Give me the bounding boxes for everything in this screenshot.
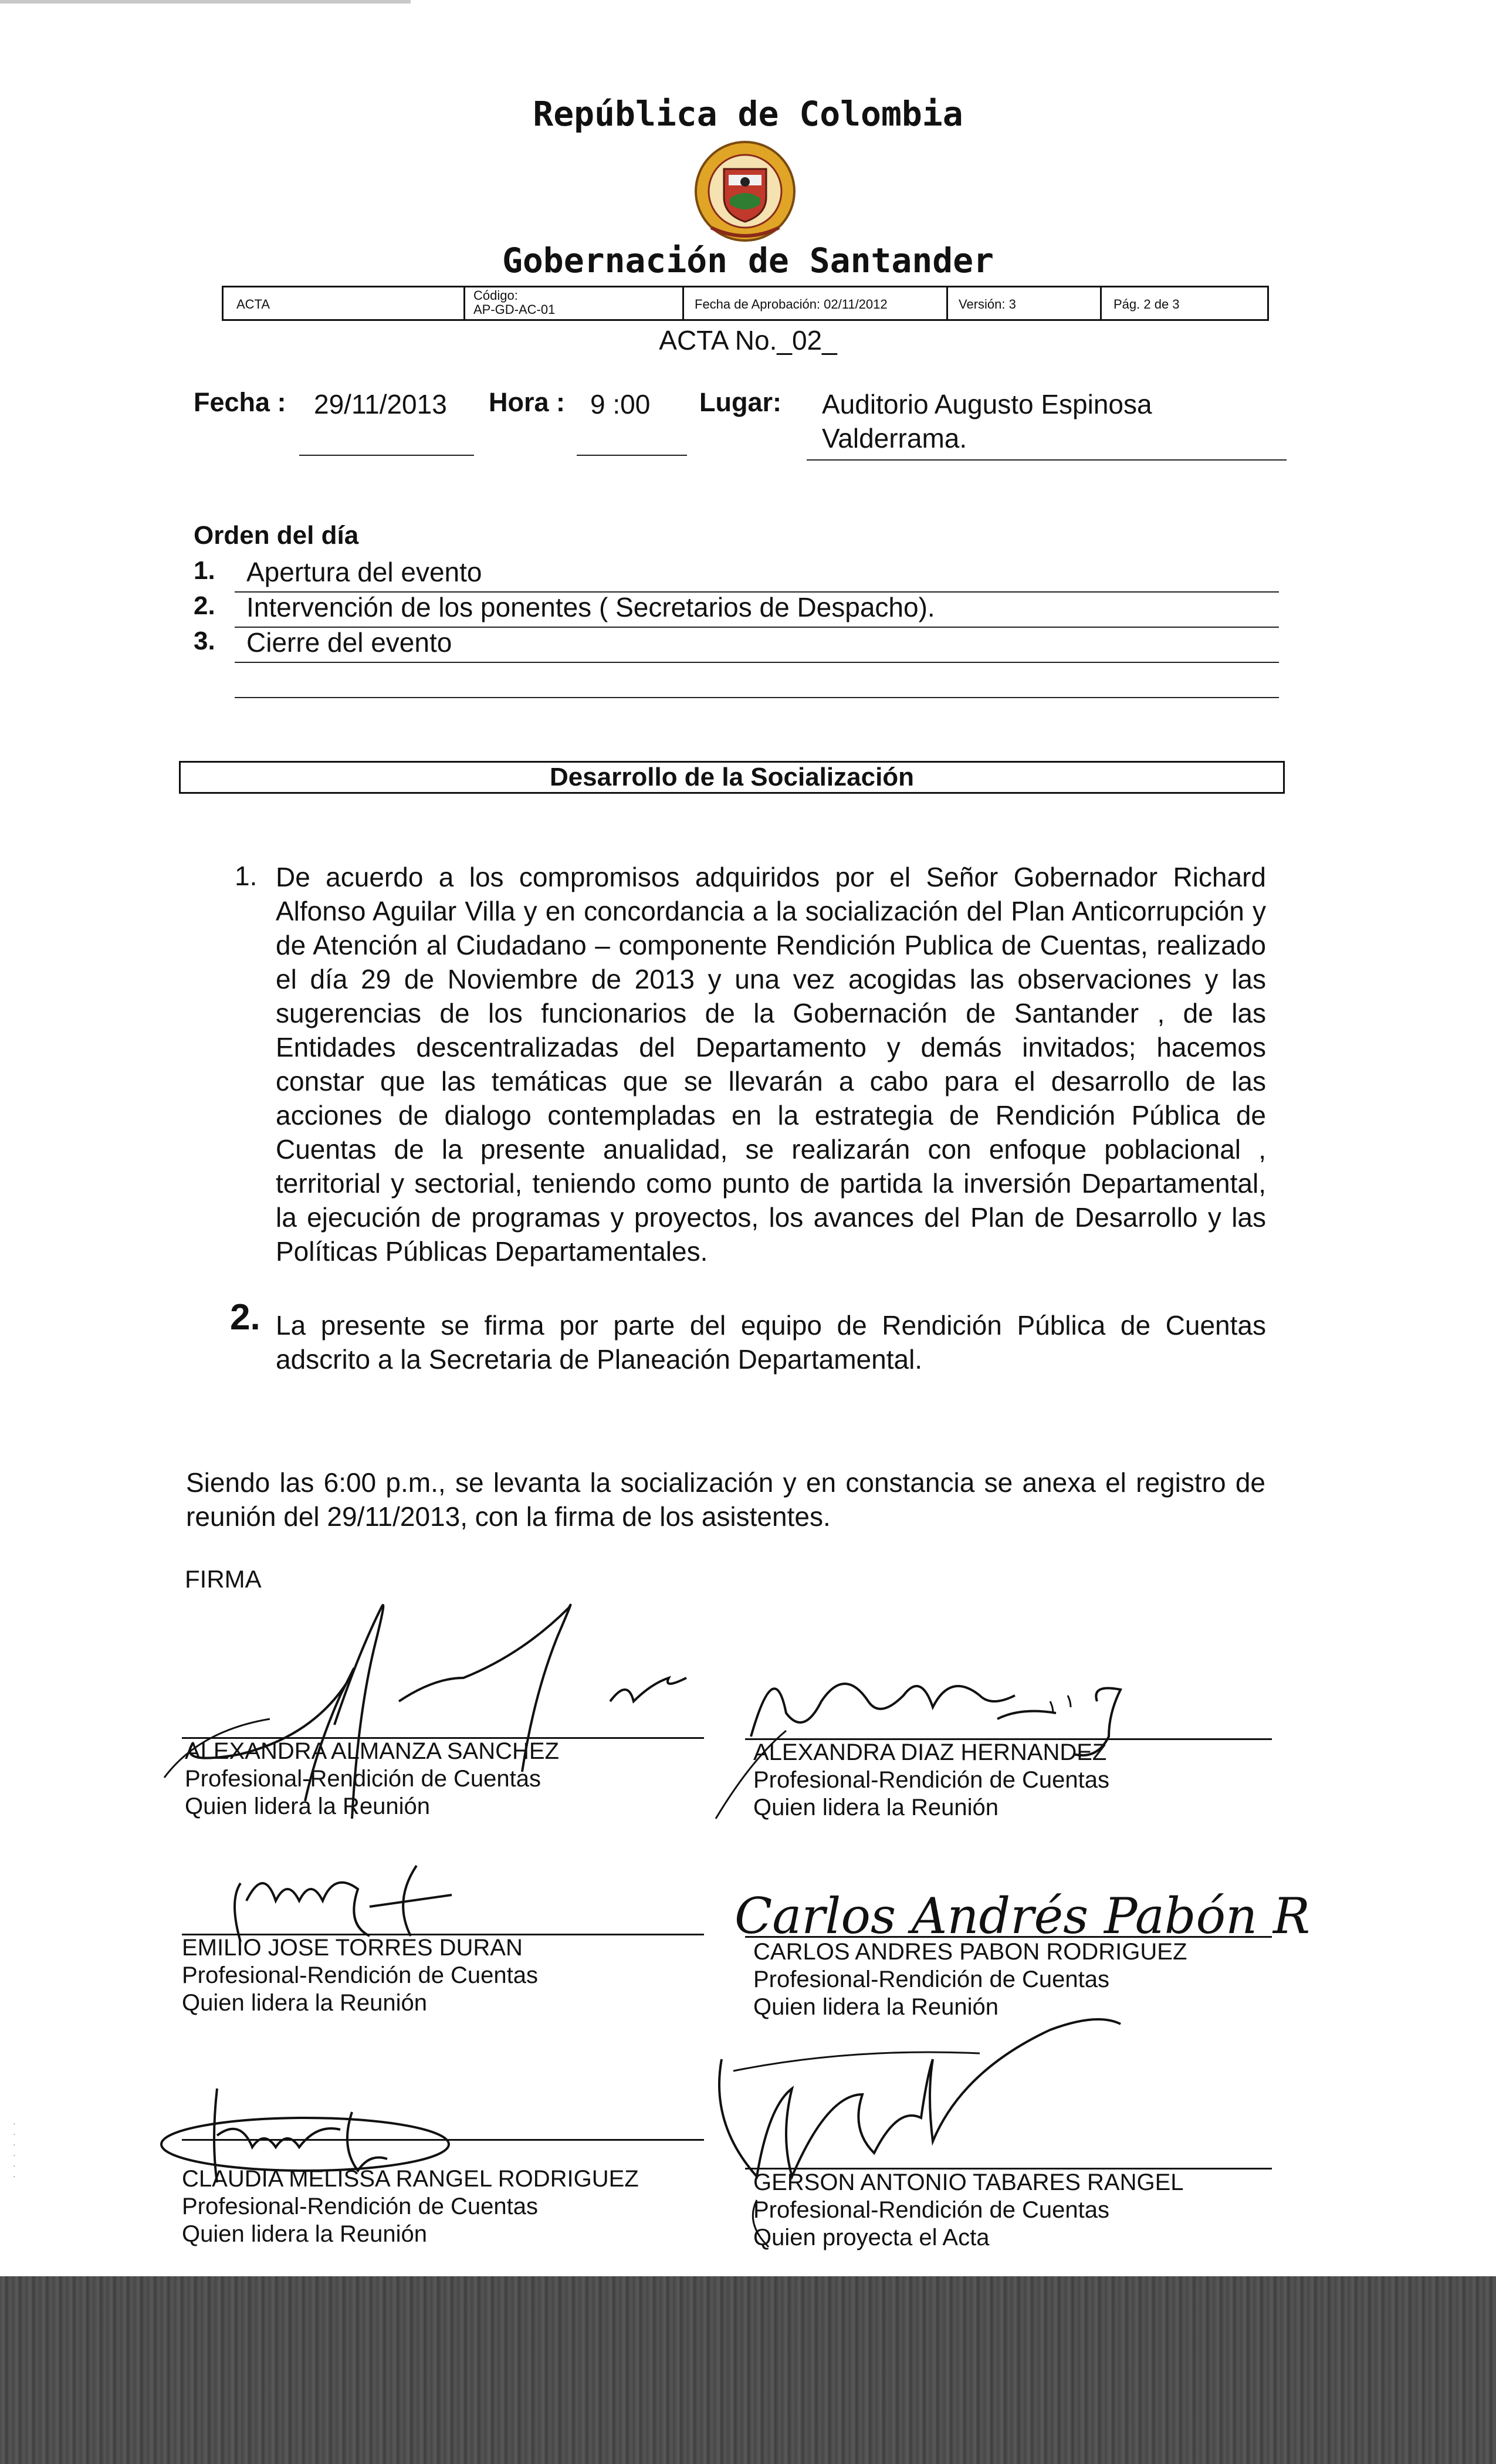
agenda-item-text: Apertura del evento xyxy=(246,557,482,587)
agenda-item-text: Intervención de los ponentes ( Secretarios de Despacho). xyxy=(246,592,935,622)
document-control-table xyxy=(222,286,1269,321)
signatory-block xyxy=(182,1934,538,2017)
signatory-name: CLAUDIA MELISSA RANGEL RODRIGUEZ xyxy=(182,2166,639,2192)
signatory-role: Profesional-Rendición de Cuentas xyxy=(753,1967,1110,1992)
signatory-block xyxy=(753,1938,1187,2021)
agenda-title: Orden del día xyxy=(194,521,359,550)
development-item-number: 1. xyxy=(235,861,258,891)
signature-line xyxy=(182,2139,704,2141)
doc-type-cell: ACTA xyxy=(224,287,465,319)
date-value: 29/11/2013 xyxy=(314,389,447,419)
government-title: Gobernación de Santander xyxy=(502,241,994,280)
code-label: Código: xyxy=(473,288,518,303)
scan-edge xyxy=(0,0,411,4)
signatory-name: ALEXANDRA DIAZ HERNANDEZ xyxy=(753,1739,1107,1765)
development-section-title: Desarrollo de la Socialización xyxy=(179,761,1285,794)
place-underline xyxy=(807,459,1287,461)
signatory-role: Profesional-Rendición de Cuentas xyxy=(185,1766,541,1792)
signatory-note: Quien lidera la Reunión xyxy=(185,1793,431,1819)
acta-number: ACTA No._02_ xyxy=(659,325,837,356)
government-seal-icon xyxy=(693,140,797,243)
signatory-block xyxy=(753,1739,1109,1822)
closing-statement: Siendo las 6:00 p.m., se levanta la socialización y en constancia se anexa el registro de reunión del 29/11/2013, con la firma de los asistentes. xyxy=(186,1467,1265,1532)
development-item-text: La presente se firma por parte del equipo de Rendición Pública de Cuentas adscrito a la Secretaria de Planeación Departamental. xyxy=(276,1310,1266,1375)
agenda-line-blank xyxy=(235,697,1279,698)
approval-date-cell: Fecha de Aprobación: 02/11/2012 xyxy=(684,287,948,319)
agenda-line xyxy=(235,662,1279,663)
place-value-line2: Valderrama. xyxy=(822,423,967,453)
signatory-note: Quien lidera la Reunión xyxy=(182,1990,428,2016)
date-underline xyxy=(299,455,474,456)
scanner-background xyxy=(0,2276,1496,2464)
signatory-name: CARLOS ANDRES PABON RODRIGUEZ xyxy=(753,1939,1187,1965)
signatory-block xyxy=(753,2169,1184,2252)
signatory-note: Quien proyecta el Acta xyxy=(753,2225,990,2250)
agenda-item-number: 1. xyxy=(194,556,215,585)
handwritten-signature xyxy=(194,1830,487,1948)
country-title: República de Colombia xyxy=(533,94,963,134)
signatory-role: Profesional-Rendición de Cuentas xyxy=(182,1962,539,1988)
signatory-block xyxy=(182,2165,639,2248)
signature-line xyxy=(745,1936,1272,1938)
agenda-item-text: Cierre del evento xyxy=(246,627,452,658)
place-value-line1: Auditorio Augusto Espinosa xyxy=(822,389,1152,419)
signatory-role: Profesional-Rendición de Cuentas xyxy=(753,2197,1110,2223)
development-item-number: 2. xyxy=(230,1297,260,1338)
signatory-role: Profesional-Rendición de Cuentas xyxy=(753,1767,1110,1793)
agenda-item-number: 3. xyxy=(194,627,215,655)
date-label: Fecha : xyxy=(194,387,286,417)
signatory-name: ALEXANDRA ALMANZA SANCHEZ xyxy=(185,1738,559,1764)
code-cell xyxy=(465,287,684,319)
code-value: AP-GD-AC-01 xyxy=(473,302,556,317)
time-underline xyxy=(577,455,687,456)
development-item-text: De acuerdo a los compromisos adquiridos por el Señor Gobernador Richard Alfonso Aguilar Villa y en concordancia a la socialización del Plan Anticorrupción y de Atención al Ciudadano – componente Rendición Publica de Cuentas, realizado el día 29 de Noviembre de 2013 y una vez acogidas las observaciones y las sugerencias de los funcionarios de la Gobernación de Santander , de las Entidades descentralizadas del Departamento y demás invitados; hacemos constar que las temáticas que se llevarán a cabo para el desarrollo de las acciones de dialogo contempladas en la estrategia de Rendición Pública de Cuentas de la presente anualidad, se realizarán con enfoque poblacional , territorial y sectorial, teniendo como punto de partida la inversión Departamental, la ejecución de programas y proyectos, los avances del Plan de Desarrollo y las Políticas Públicas Departamentales. xyxy=(276,862,1266,1267)
signatory-name: GERSON ANTONIO TABARES RANGEL xyxy=(753,2169,1184,2195)
page-number-cell: Pág. 2 de 3 xyxy=(1113,297,1180,312)
time-value: 9 :00 xyxy=(590,389,651,419)
time-label: Hora : xyxy=(489,387,566,417)
signature-section-label: FIRMA xyxy=(185,1565,262,1593)
signatory-note: Quien lidera la Reunión xyxy=(753,1994,999,2020)
signatory-block xyxy=(185,1738,559,1820)
agenda-item-number: 2. xyxy=(194,591,215,620)
signatory-role: Profesional-Rendición de Cuentas xyxy=(182,2194,539,2219)
signatory-note: Quien lidera la Reunión xyxy=(182,2221,428,2247)
place-label: Lugar: xyxy=(699,387,781,417)
signatory-name: EMILIO JOSE TORRES DURAN xyxy=(182,1935,523,1961)
scan-artifact: · · · · · · xyxy=(13,2118,16,2181)
version-cell: Versión: 3 xyxy=(948,287,1102,319)
signatory-note: Quien lidera la Reunión xyxy=(753,1795,999,1820)
signature-handwriting: Carlos Andrés Pabón R xyxy=(735,1887,1311,1945)
